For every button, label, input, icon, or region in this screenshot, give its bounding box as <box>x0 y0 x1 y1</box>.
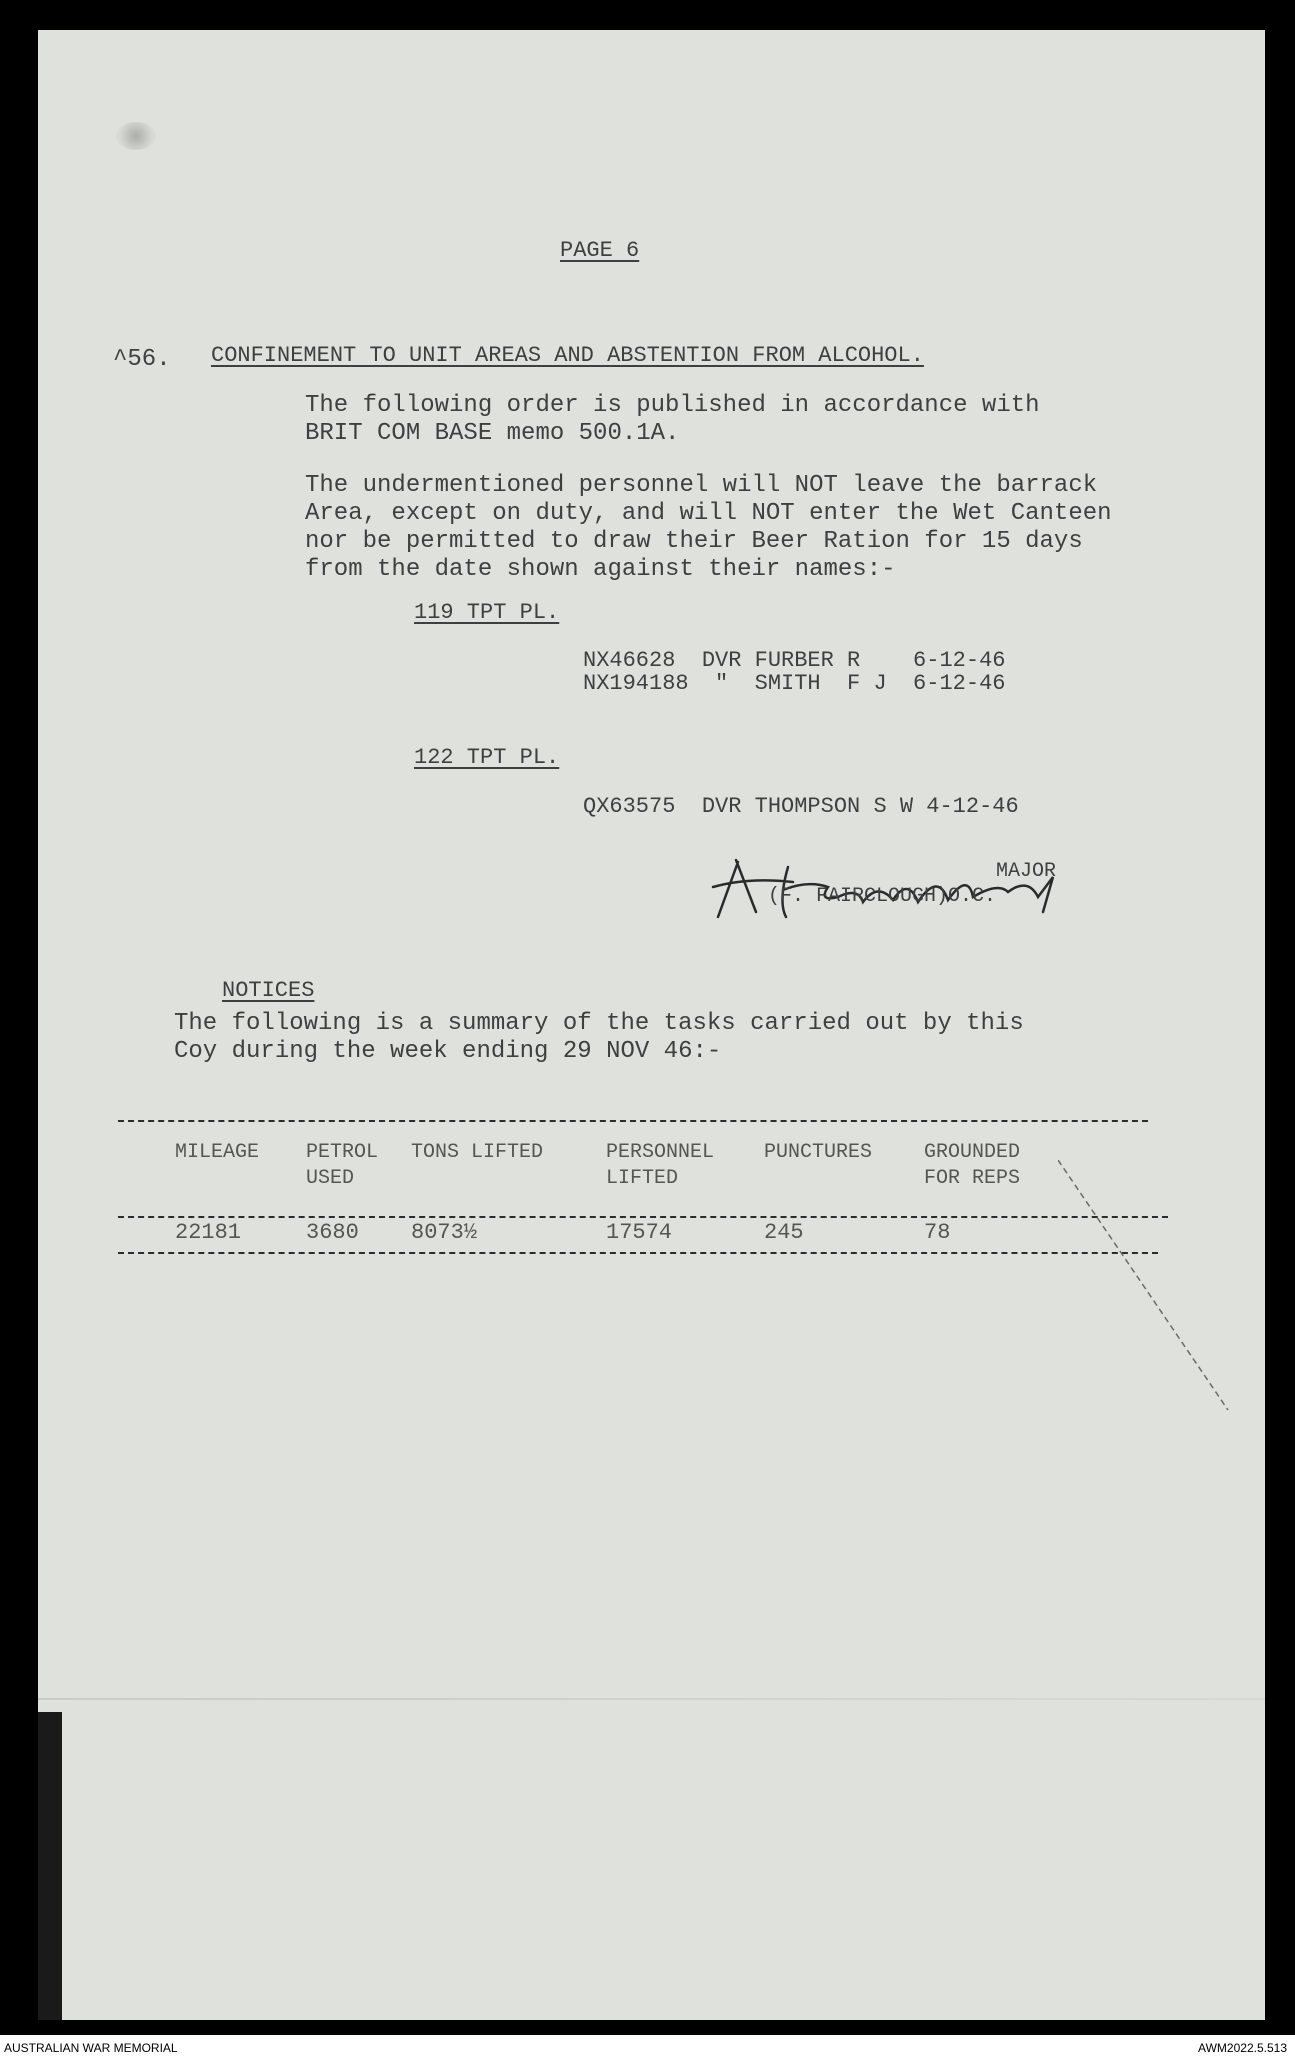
table-header-cell: GROUNDED FOR REPS <box>924 1141 1021 1190</box>
table-value-cell: 17574 <box>606 1220 673 1245</box>
page-title: PAGE 6 <box>560 238 640 263</box>
platoon-119-heading: 119 TPT PL. <box>414 600 560 625</box>
table-value-cell: 8073½ <box>411 1220 478 1245</box>
personnel-entry: QX63575 DVR THOMPSON S W 4-12-46 <box>583 794 1019 819</box>
notices-heading: NOTICES <box>222 978 315 1003</box>
order-paragraph: The following order is published in accordance with BRIT COM BASE memo 500.1A. <box>305 392 1040 447</box>
item-number: ^56. <box>113 346 171 373</box>
archive-reference: AWM2022.5.513 <box>1198 2041 1287 2055</box>
document-page <box>38 30 1265 2020</box>
table-header-cell: PUNCTURES <box>764 1141 873 1164</box>
pencil-stroke <box>1058 1160 1238 1420</box>
table-value-cell: 22181 <box>175 1220 242 1245</box>
platoon-122-heading: 122 TPT PL. <box>414 745 560 770</box>
personnel-entry: NX46628 DVR FURBER R 6-12-46 <box>583 648 1006 673</box>
table-header-cell: PETROL USED <box>306 1141 379 1190</box>
paper-fold <box>38 1698 1265 1700</box>
paper-smudge <box>116 122 156 150</box>
summary-text: The following is a summary of the tasks carried out by this Coy during the week ending 29 NOV 46:- <box>174 1010 1024 1065</box>
archive-footer <box>0 2035 1295 2061</box>
signatory-name: (F. FAIRCLOUGH)O.C. <box>768 885 997 908</box>
torn-edge <box>38 1712 62 2020</box>
table-rule-middle <box>118 1216 1168 1218</box>
restriction-paragraph: The undermentioned personnel will NOT leave the barrack Area, except on duty, and will NOT enter the Wet Canteen nor be permitted to draw their Beer Ration for 15 days from the date shown against their names:- <box>305 472 1112 583</box>
table-value-cell: 245 <box>764 1220 804 1245</box>
table-rule-bottom <box>118 1252 1158 1254</box>
item-heading: CONFINEMENT TO UNIT AREAS AND ABSTENTION FROM ALCOHOL. <box>211 343 924 368</box>
signatory-rank: MAJOR <box>996 860 1057 883</box>
table-header-cell: PERSONNEL LIFTED <box>606 1141 715 1190</box>
archive-name: AUSTRALIAN WAR MEMORIAL <box>4 2041 178 2055</box>
table-header-cell: TONS LIFTED <box>411 1141 544 1164</box>
table-value-cell: 3680 <box>306 1220 359 1245</box>
table-value-cell: 78 <box>924 1220 951 1245</box>
table-header-cell: MILEAGE <box>175 1141 260 1164</box>
table-rule-top <box>118 1120 1148 1122</box>
personnel-entry: NX194188 " SMITH F J 6-12-46 <box>583 671 1006 696</box>
